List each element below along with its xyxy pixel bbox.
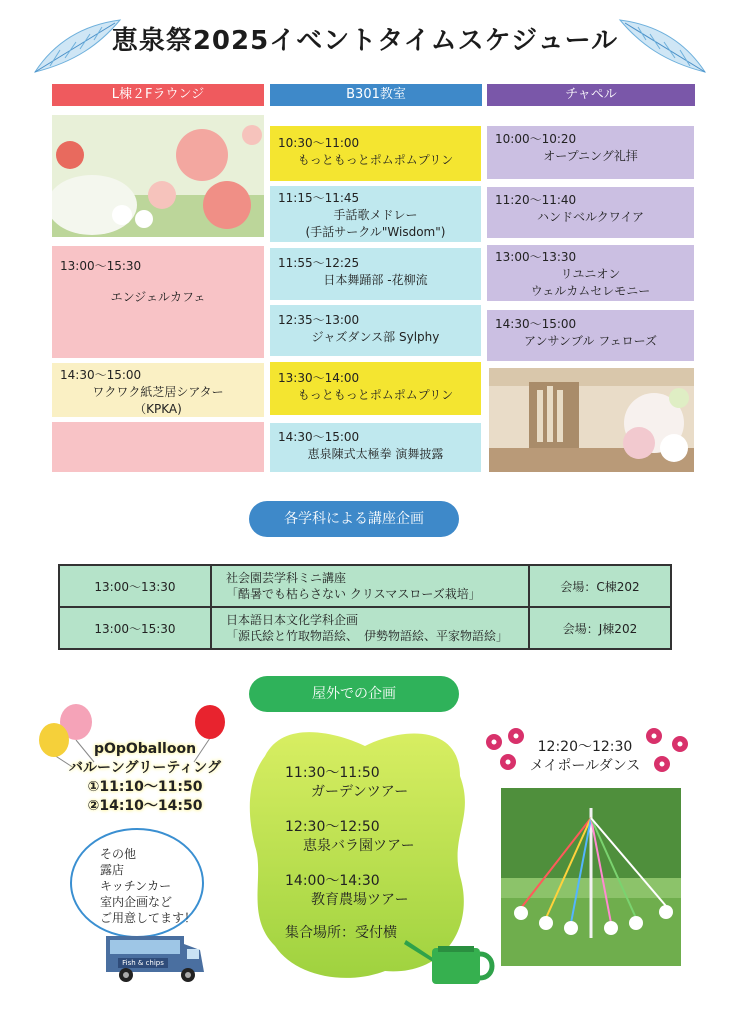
- flower-icon: [640, 722, 700, 792]
- column-header-chapel: チャペル: [487, 84, 695, 106]
- event-name: オープニング礼拝: [543, 149, 638, 163]
- lecture-line2: 「源氏絵と竹取物語絵、 伊勢物語絵、平家物語絵」: [226, 629, 509, 643]
- event-name: エンジェルカフェ: [110, 290, 206, 304]
- b301-event-4: [270, 305, 481, 356]
- event-time: 14:30〜15:00: [278, 430, 360, 444]
- lounge-empty-slot: [52, 422, 264, 472]
- lectures-heading: 各学科による講座企画: [249, 501, 459, 537]
- event-time: 10:00〜10:20: [495, 132, 577, 146]
- other-line: 露店: [100, 863, 125, 877]
- balloon-time-1: ①11:10〜11:50: [87, 779, 203, 795]
- b301-event-1: [270, 126, 481, 181]
- event-sub: (手話サークル"Wisdom"): [305, 225, 446, 239]
- lecture-title: [211, 565, 529, 607]
- feather-right-icon: [615, 14, 710, 76]
- truck-sign: Fish & chips: [122, 959, 164, 967]
- outdoor-heading: 屋外での企画: [249, 676, 459, 712]
- balloon-time-2: ②14:10〜14:50: [87, 798, 203, 814]
- chapel-event-3: [487, 245, 694, 301]
- b301-event-6: [270, 423, 481, 472]
- event-time: 11:55〜12:25: [278, 256, 360, 270]
- event-time: 12:35〜13:00: [278, 313, 360, 327]
- event-sub: ウェルカムセレモニー: [530, 284, 651, 298]
- event-name: ハンドベルクワイア: [536, 210, 645, 224]
- event-time: 10:30〜11:00: [278, 136, 360, 150]
- tour-item: [285, 818, 455, 856]
- event-time: 13:30〜14:00: [278, 371, 360, 385]
- event-time: 14:30〜15:00: [60, 368, 142, 382]
- tour-item: [285, 764, 455, 802]
- chapel-event-1: [487, 126, 694, 179]
- tour-time: 12:30〜12:50: [285, 819, 380, 835]
- tour-item: [285, 872, 455, 910]
- other-line: キッチンカー: [100, 879, 172, 893]
- event-name: リユニオン: [560, 267, 621, 281]
- tour-name: ガーデンツアー: [311, 784, 409, 800]
- maypole-time: 12:20〜12:30: [537, 739, 633, 755]
- lecture-title: [211, 607, 529, 649]
- lecture-time: 13:00〜15:30: [59, 607, 211, 649]
- event-time: 13:00〜13:30: [495, 250, 577, 264]
- other-line: その他: [100, 847, 137, 861]
- other-line: 室内企画など: [100, 895, 173, 909]
- feather-left-icon: [30, 14, 125, 76]
- maypole-photo: [501, 788, 681, 966]
- maypole-text: [525, 738, 645, 776]
- event-name: ジャズダンス部 Sylphy: [311, 330, 440, 344]
- lounge-event-2: [52, 363, 264, 417]
- page-title: 恵泉祭2025イベントタイムスケジュール: [111, 26, 619, 56]
- lecture-line1: 日本語日本文化学科企画: [226, 613, 359, 627]
- event-time: 11:20〜11:40: [495, 193, 577, 207]
- balloon-name: pOpOballoon: [93, 741, 197, 757]
- event-name: 恵泉陳式太極拳 演舞披露: [307, 447, 444, 461]
- event-name: アンサンブル フェローズ: [523, 334, 658, 348]
- flower-photo: [52, 115, 264, 237]
- event-name: もっともっとポムポムプリン: [297, 153, 454, 167]
- lecture-time: 13:00〜13:30: [59, 565, 211, 607]
- chapel-event-2: [487, 187, 694, 238]
- event-name: 手話歌メドレー: [333, 208, 418, 222]
- tour-time: 11:30〜11:50: [285, 765, 380, 781]
- event-name: ワクワク紙芝居シアター: [92, 385, 224, 399]
- balloon-greeting: [60, 740, 230, 816]
- maypole-name: メイポールダンス: [529, 758, 641, 774]
- watering-can-icon: [402, 930, 498, 986]
- lecture-line2: 「酷暑でも枯らさない クリスマスローズ栽培」: [226, 587, 481, 601]
- event-time: 14:30〜15:00: [495, 317, 577, 331]
- tour-time: 14:00〜14:30: [285, 873, 380, 889]
- other-line: ご用意してます！: [100, 911, 197, 925]
- chapel-event-4: [487, 310, 694, 361]
- lecture-line1: 社会園芸学科ミニ講座: [226, 571, 347, 585]
- b301-event-3: [270, 248, 481, 300]
- b301-event-2: [270, 186, 481, 242]
- event-sub: （KPKA): [134, 402, 182, 416]
- lecture-place: 会場：J棟202: [529, 607, 671, 649]
- column-header-b301: B301教室: [270, 84, 482, 106]
- other-info-text: [100, 846, 196, 926]
- event-time: 11:15〜11:45: [278, 191, 360, 205]
- food-truck-icon: [104, 930, 208, 985]
- tour-list: [285, 764, 455, 943]
- balloon-title: バルーングリーティング: [68, 760, 222, 776]
- event-name: もっともっとポムポムプリン: [297, 388, 454, 402]
- lounge-event-1: [52, 246, 264, 358]
- chapel-photo: [489, 368, 694, 472]
- event-time: 13:00〜15:30: [60, 259, 142, 273]
- meeting-place: 集合場所：受付横: [285, 925, 397, 941]
- tour-name: 恵泉バラ園ツアー: [303, 838, 415, 854]
- lecture-table: [58, 564, 672, 650]
- tour-name: 教育農場ツアー: [311, 892, 409, 908]
- column-header-lounge: L棟２Fラウンジ: [52, 84, 264, 106]
- table-row: [59, 565, 671, 607]
- table-row: [59, 607, 671, 649]
- b301-event-5: [270, 362, 481, 415]
- lecture-place: 会場：C棟202: [529, 565, 671, 607]
- event-name: 日本舞踊部 -花柳流: [323, 273, 428, 287]
